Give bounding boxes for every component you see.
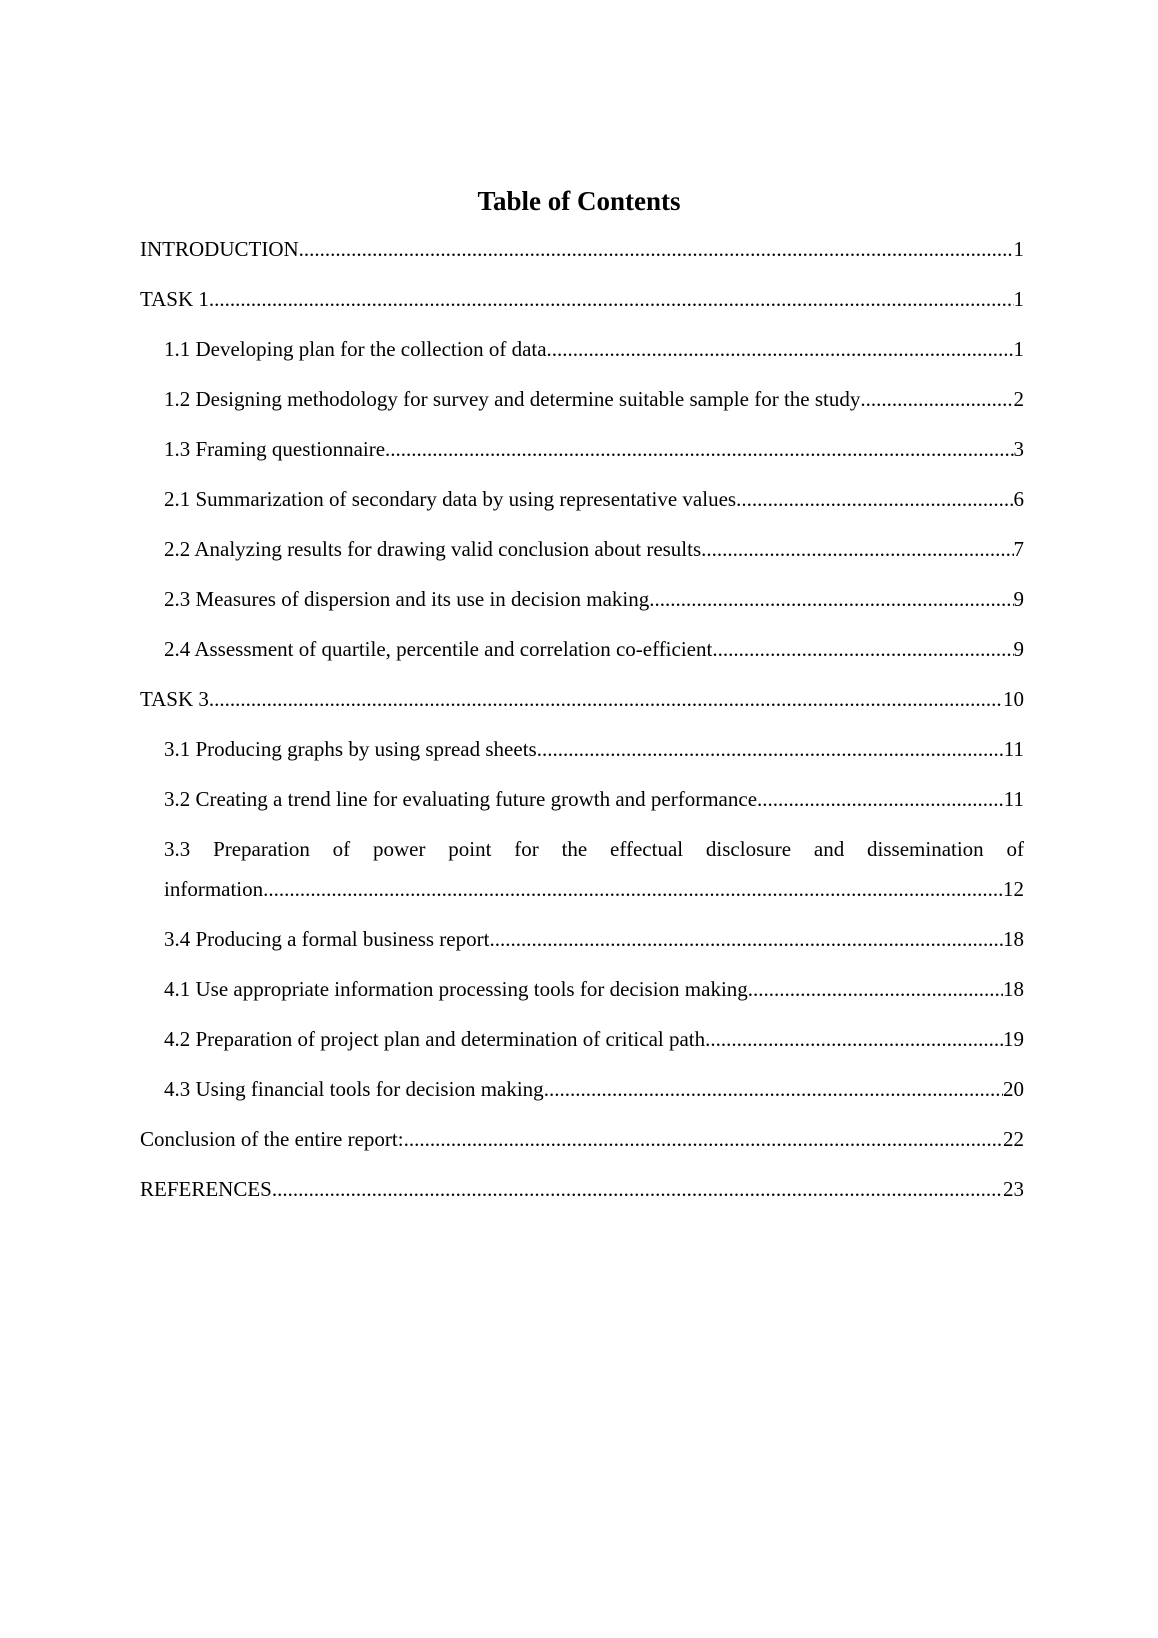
toc-entry[interactable] [140, 782, 1024, 832]
toc-entry[interactable] [140, 232, 1024, 282]
toc-entry-text: 4.2 Preparation of project plan and determination of critical path [164, 1027, 706, 1051]
toc-dot-leader [757, 782, 1004, 816]
toc-dot-leader [544, 1072, 1003, 1106]
toc-entry-text: INTRODUCTION [140, 237, 299, 261]
toc-entry[interactable] [140, 432, 1024, 482]
toc-dot-leader [748, 972, 1003, 1006]
toc-entry-text: 2.2 Analyzing results for drawing valid conclusion about results [164, 537, 702, 561]
toc-entry[interactable] [140, 1122, 1024, 1172]
toc-page-number: 2 [1013, 387, 1024, 411]
toc-entry[interactable] [140, 482, 1024, 532]
toc-dot-leader [299, 232, 1014, 266]
toc-entry-line [140, 1022, 1024, 1056]
toc-entry-text: 2.4 Assessment of quartile, percentile and correlation co-efficient [164, 637, 713, 661]
toc-page-number: 12 [1003, 877, 1024, 901]
toc-entry-line [140, 332, 1024, 366]
toc-dot-leader [272, 1172, 1003, 1206]
toc-entry-text: TASK 3 [140, 687, 209, 711]
toc-entry[interactable] [140, 382, 1024, 432]
toc-entry-line [140, 482, 1024, 516]
toc-entry-line [140, 582, 1024, 616]
toc-entry-line [140, 432, 1024, 466]
toc-entry-text: 3.2 Creating a trend line for evaluating future growth and performance [164, 787, 758, 811]
toc-page-number: 9 [1013, 637, 1024, 661]
toc-entry[interactable] [140, 972, 1024, 1022]
toc-page-number: 7 [1013, 537, 1024, 561]
toc-entry[interactable] [140, 332, 1024, 382]
toc-page-number: 18 [1003, 977, 1024, 1001]
toc-page-number: 6 [1013, 487, 1024, 511]
toc-entry-text: 2.1 Summarization of secondary data by using representative values [164, 487, 737, 511]
toc-dot-leader [547, 332, 1014, 366]
toc-entry[interactable] [140, 732, 1024, 782]
toc-entry-line [140, 782, 1024, 816]
toc-entry[interactable] [140, 532, 1024, 582]
toc-entry-line [140, 532, 1024, 566]
toc-entry-line [140, 1072, 1024, 1106]
toc-entry-line [140, 922, 1024, 956]
toc-entry-line [140, 382, 1024, 416]
toc-page-number: 10 [1003, 687, 1024, 711]
toc-dot-leader [736, 482, 1013, 516]
toc-page-number: 1 [1013, 287, 1024, 311]
toc-entry-line [140, 732, 1024, 766]
toc-entry[interactable] [140, 582, 1024, 632]
toc-page-number: 9 [1013, 587, 1024, 611]
toc-entry-text: 4.3 Using financial tools for decision making [164, 1077, 544, 1101]
toc-page-number: 22 [1003, 1127, 1024, 1151]
toc-entry-text-line1: 3.3 Preparation of power point for the effectual disclosure and dissemination of [164, 837, 1024, 861]
toc-dot-leader [209, 282, 1014, 316]
toc-page-number: 11 [1003, 737, 1024, 761]
toc-page-number: 18 [1003, 927, 1024, 951]
toc-page-number: 1 [1013, 337, 1024, 361]
toc-entry-line [140, 1122, 1024, 1156]
toc-entry-text: Conclusion of the entire report: [140, 1127, 404, 1151]
toc-dot-leader [712, 632, 1013, 666]
toc-dot-leader [263, 872, 1003, 906]
toc-page-number: 3 [1013, 437, 1024, 461]
toc-dot-leader [385, 432, 1013, 466]
toc-entry-text: 1.3 Framing questionnaire [164, 437, 386, 461]
toc-entry-text: 1.2 Designing methodology for survey and determine suitable sample for the study [164, 387, 861, 411]
toc-entry-line [140, 972, 1024, 1006]
toc-entry-text: 3.4 Producing a formal business report [164, 927, 490, 951]
toc-entry-text: TASK 1 [140, 287, 209, 311]
toc-dot-leader [701, 532, 1013, 566]
toc-entry[interactable] [140, 682, 1024, 732]
toc-title: Table of Contents [477, 186, 681, 216]
toc-page-number: 11 [1003, 787, 1024, 811]
toc-entry-text: 1.1 Developing plan for the collection of data [164, 337, 547, 361]
toc-entry[interactable] [140, 1022, 1024, 1072]
toc-dot-leader [537, 732, 1004, 766]
toc-entry[interactable] [140, 1072, 1024, 1122]
toc-entry-text: 2.3 Measures of dispersion and its use in decision making [164, 587, 650, 611]
toc-entry[interactable] [140, 922, 1024, 972]
toc-entry-text: 3.1 Producing graphs by using spread sheets [164, 737, 537, 761]
toc-dot-leader [489, 922, 1003, 956]
toc-entry-line [140, 872, 1024, 906]
toc-entry-text: 4.1 Use appropriate information processing tools for decision making [164, 977, 748, 1001]
toc-dot-leader [404, 1122, 1003, 1156]
toc-entry-text: REFERENCES [140, 1177, 272, 1201]
toc-page-number: 19 [1003, 1027, 1024, 1051]
toc-entry[interactable] [140, 282, 1024, 332]
toc-entry[interactable] [140, 1172, 1024, 1222]
toc-dot-leader [860, 382, 1013, 416]
toc-entry[interactable] [140, 832, 1024, 922]
toc-page-number: 20 [1003, 1077, 1024, 1101]
toc-dot-leader [705, 1022, 1003, 1056]
toc-entry-line [140, 1172, 1024, 1206]
toc-entry-line [140, 682, 1024, 716]
toc-entry[interactable] [140, 632, 1024, 682]
toc-entry-line [140, 232, 1024, 266]
toc-list [140, 232, 1024, 1222]
toc-dot-leader [209, 682, 1003, 716]
toc-entry-line [140, 282, 1024, 316]
toc-entry-line [140, 632, 1024, 666]
toc-dot-leader [649, 582, 1013, 616]
toc-entry-text: information [164, 877, 264, 901]
toc-page-number: 1 [1013, 237, 1024, 261]
toc-page-number: 23 [1003, 1177, 1024, 1201]
